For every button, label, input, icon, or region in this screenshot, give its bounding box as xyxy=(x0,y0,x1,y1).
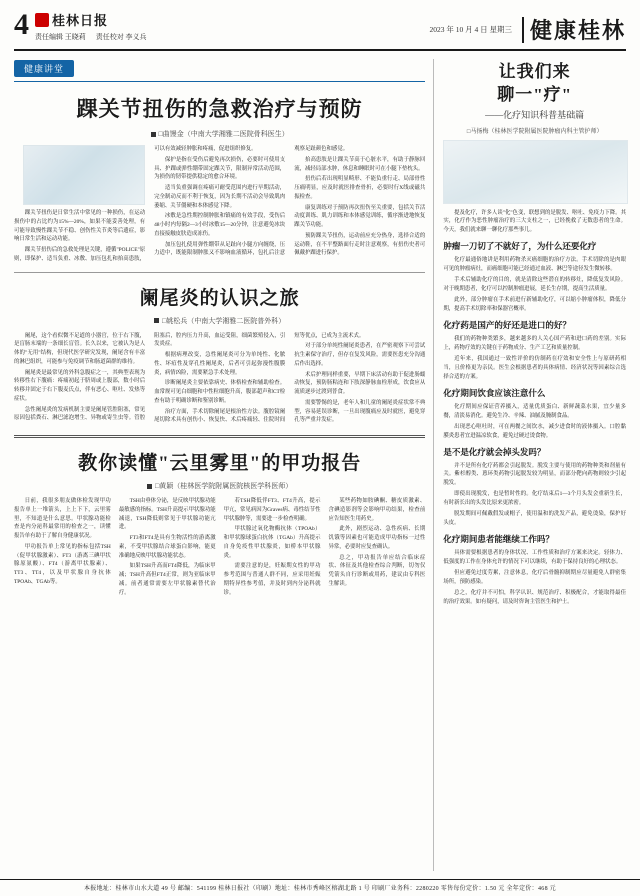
paragraph: 阑尾，这个看似微不足道的小器官，位于右下腹，是盲肠末端的一条细长盲管。长久以来，它被认为是人体的"无用"结构，但现代医学研究发现，阑尾含有丰富的淋巴组织，可能参与免疫调节和肠道菌群的维持。 xyxy=(14,332,146,365)
paragraph: 踝关节扭伤后的急救处理是关键，遵循"POLICE"原则，即保护、适当负重、冰敷、加压包扎和抬高患肢，可以有效减轻肿胀和疼痛，促进组织修复。 xyxy=(14,146,257,262)
page-folio: 4 xyxy=(14,8,29,41)
paragraph: 日前，我很多朋友做体检发现甲功报告单上一堆箭头，上上下下，云里雾里，不知道是什么意思。甲状腺功能检查是内分泌科最常用的检查之一，读懂报告单有助于了解自身健康状况。 xyxy=(14,498,111,539)
article-divider xyxy=(14,272,425,273)
feature-subhead: 化疗期间饮食应该注意什么 xyxy=(443,387,546,398)
logo-mark-icon xyxy=(35,13,49,27)
paragraph: 并不是所有化疗药都会引起脱发。脱发主要与使用的药物种类和剂量有关。紫杉醇类、蒽环类药物引起脱发较为明显，而部分靶向药物则较少引起脱发。 xyxy=(443,462,626,487)
column-tag-wrap xyxy=(14,59,425,79)
paragraph: 近年来，我国通过一致性评价的仿制药在疗效和安全性上与原研药相当，且价格更为亲民。医生会根据患者的具体病情、经济状况等因素综合选择合适的方案。 xyxy=(443,355,626,380)
paragraph: 甲功报告单上常见的指标包括TSH（促甲状腺激素）、FT3（游离三碘甲状腺原氨酸）、FT4（游离甲状腺素）、TT3、TT4，以及甲状腺自身抗体TPOAb、TGAb等。 xyxy=(14,543,111,585)
paragraph: 加压包扎使用弹性绷带从足趾向小腿方向缠绕，压力适中，既能限制肿胀又不影响血液循环，包扎后注意观察足趾颜色和感觉。 xyxy=(154,146,349,257)
paragraph: 适当负重强调在疼痛可耐受范围内进行早期活动，完全制动反而不利于恢复，因为长期不活动会导致肌肉萎缩、关节僵硬和本体感觉下降。 xyxy=(154,185,286,209)
feature-subhead: 化疗药是国产的好还是进口的好？ xyxy=(443,320,571,331)
publication-date: 2023 年 10 月 4 日 星期三 xyxy=(429,25,512,34)
paragraph: 此外，剧烈运动、急性疾病、长期饥饿等因素也可能造成甲功指标一过性异常，必要时应复查确认。 xyxy=(328,526,426,550)
paragraph: 即使出现脱发，也是暂时性的。化疗结束后1—3个月头发会重新生长，有时新长出的头发比原来更浓密。 xyxy=(443,491,626,507)
paragraph: 如果TSH升高而FT4降低，为临床甲减；TSH升高但FT4正常，则为亚临床甲减。前者通常需要左甲状腺素替代治疗。 xyxy=(118,563,216,596)
paragraph: 扭伤后若出现明显畸形、不能负重行走、局部骨性压痛明显，应及时就医排查骨折，必要时行X线或磁共振检查。 xyxy=(294,176,426,200)
article1-photo xyxy=(23,145,145,205)
paragraph: 预防踝关节扭伤，运动前应充分热身，选择合适的运动鞋，在不平整路面行走时注意观察，有扭伤史者可佩戴护踝进行保护。 xyxy=(294,232,426,257)
paragraph: 甲状腺过氧化物酶抗体（TPOAb）和甲状腺球蛋白抗体（TGAb）升高提示自身免疫性甲状腺炎，如桥本甲状腺炎。 xyxy=(223,526,321,559)
paragraph: 出现恶心呕吐时，可在两餐之间饮水，减少进食时的液体摄入。口腔黏膜炎患者宜进温凉软食，避免过硬过烫食物。 xyxy=(443,423,626,439)
editor-credits xyxy=(35,32,147,42)
paragraph: 但应避免过度劳累，注意休息，化疗后骨髓抑制期应尽量避免人群密集场所，预防感染。 xyxy=(443,570,626,586)
paragraph: 手术后辅助化疗的目的，就是清除这些潜在的转移灶，降低复发风险。对于晚期患者，化疗可以控制肿瘤进展，延长生存期，提高生活质量。 xyxy=(443,277,626,293)
paragraph: 冰敷是急性期控制肿胀和镇痛的有效手段，受伤后48小时内每隔2—3小时冰敷15—20分钟，注意避免冰块直接接触皮肤造成冻伤。 xyxy=(154,213,286,237)
paragraph: 术后护理同样重要，早期下床活动有助于促进肠蠕动恢复，预防肠粘连和下肢深静脉血栓形成，饮食应从流质逐步过渡到普食。 xyxy=(294,371,426,395)
paragraph: 对于部分单纯性阑尾炎患者，在严密观察下可尝试抗生素保守治疗，但存在复发风险，需要医患充分沟通后作出选择。 xyxy=(294,343,426,367)
paragraph: FT3和FT4是具有生物活性的游离激素，不受甲状腺结合球蛋白影响，能更准确地反映甲状腺功能状态。 xyxy=(118,535,216,559)
masthead-right xyxy=(522,10,626,45)
article3-byline xyxy=(14,481,425,491)
paragraph: 踝关节扭伤是日常生活中常见的一种损伤，在运动损伤中的占比约为15%—20%，如果不能妥善处理，有可能导致慢性踝关节不稳、创伤性关节炎等后遗症，影响日常生活和运动功能。 xyxy=(14,210,146,243)
byline-marker-icon xyxy=(151,132,156,137)
paragraph: 此外，部分肿瘤在手术前进行新辅助化疗，可以缩小肿瘤体积，降低分期，提高手术切除率和保器官概率。 xyxy=(443,297,626,313)
paragraph: 需要警惕的是，老年人和儿童的阑尾炎症状常不典型，容易延误诊断，一旦出现腹痛应及时就医，避免穿孔等严重并发症。 xyxy=(294,399,426,424)
article1-byline xyxy=(14,129,425,139)
article2-title: 阑尾炎的认识之旅 xyxy=(139,287,300,309)
paragraph: 化疗最通俗地讲是利用药物杀灭癌细胞的治疗方法。手术切除的是肉眼可见的肿瘤病灶，而癌细胞可能已经通过血液、淋巴等途径发生微转移。 xyxy=(443,257,626,273)
paragraph: 脱发期间可佩戴假发或帽子，使用温和的洗发产品，避免烫染，保护好头皮。 xyxy=(443,511,626,527)
paragraph: 总之，甲功报告单应结合临床症状、体征及其他检查综合判断，切勿仅凭箭头自行诊断或用药，建议由专科医生解读。 xyxy=(328,554,426,587)
article-divider-double xyxy=(14,435,425,438)
article3-title: 教你读懂"云里雾里"的甲功报告 xyxy=(78,453,362,474)
paragraph: 抬高患肢是让踝关节高于心脏水平，有助于静脉回流，减轻局部水肿，休息和睡眠时可在小腿下垫枕头。 xyxy=(294,156,426,172)
feature-byline: □马扬梅（桂林医学院附属医院肿瘤内科主管护师） xyxy=(466,128,603,135)
masthead-left xyxy=(35,10,147,42)
paragraph: 治疗方面，手术切除阑尾是根治性方法。腹腔镜阑尾切除术具有创伤小、恢复快、术后疼痛轻、住院时间短等优点，已成为主流术式。 xyxy=(154,332,365,424)
feature-photo xyxy=(443,140,628,204)
page-content xyxy=(14,59,626,871)
paragraph: 提及化疗，许多人谈"化"色变，联想到的是脱发、呕吐、免疫力下降。其实，化疗作为恶性肿瘤治疗的三大支柱之一，已经挽救了无数患者的生命。今天，我们就来聊一聊化疗那些事儿。 xyxy=(443,209,626,234)
paper-name: 桂林日报 xyxy=(52,13,109,28)
feature-title-line2: 聊一"疗" xyxy=(497,85,573,105)
paragraph: TSH由垂体分泌，是反映甲状腺功能最敏感的指标。TSH升高提示甲状腺功能减退，TSH降低则常见于甲状腺功能亢进。 xyxy=(118,498,216,531)
article2-byline-text: □姚松兵（中南大学湘雅二医院普外科） xyxy=(162,316,286,325)
article2-byline xyxy=(14,316,425,326)
left-column-zone xyxy=(14,59,434,871)
byline-marker-icon xyxy=(154,318,159,323)
feature-subhead: 是不是化疗就会掉头发吗？ xyxy=(443,446,546,457)
paragraph: 诊断阑尾炎主要依靠病史、体格检查和辅助检查。血常规可见白细胞和中性粒细胞升高，腹部超声和CT检查有助于明确诊断和鉴别诊断。 xyxy=(154,380,286,404)
masthead-divider xyxy=(522,17,524,43)
responsible-proofreader: 责任校对 李义兵 xyxy=(95,33,147,41)
masthead xyxy=(14,10,626,51)
paragraph: 化疗期间应保证营养摄入，适量优质蛋白、新鲜蔬菜水果，宜少量多餐，清淡易消化。避免生冷、辛辣、油腻及腌制食品。 xyxy=(443,403,626,419)
byline-marker-icon xyxy=(147,484,152,489)
paragraph: 我们的药物种类繁多，越来越多的人关心国产药和进口药的差别。实际上，药物疗效的关键在于药物成分、生产工艺和质量控制。 xyxy=(443,336,626,351)
paragraph: 若TSH降低伴FT3、FT4升高，提示甲亢，常见病因为Graves病、毒性结节性甲状腺肿等，需要进一步检查明确。 xyxy=(223,498,321,522)
column-tag: 健康讲堂 xyxy=(14,60,74,77)
section-title: 健康桂林 xyxy=(529,18,626,43)
paragraph: 总之，化疗并不可怕，科学认识、规范治疗、积极配合，才能取得最佳的治疗效果。如有疑问，请及时咨询主管医生和护士。 xyxy=(443,590,626,606)
feature-subhead: 化疗期间患者能继续工作吗？ xyxy=(443,534,554,545)
feature-title-line1: 让我们来 xyxy=(498,62,571,81)
paragraph: 康复训练对于预防再次扭伤至关重要，包括关节活动度训练、肌力训练和本体感觉训练，循序渐进地恢复踝关节功能。 xyxy=(294,204,426,228)
paragraph: 急性阑尾炎的发病机制主要是阑尾管腔阻塞，常见原因包括粪石、淋巴滤泡增生、异物或寄生虫等。管腔阻塞后，腔内压力升高，血运受阻，细菌繁殖侵入，引发炎症。 xyxy=(14,332,286,422)
article1-body xyxy=(14,145,425,264)
paper-logo xyxy=(35,10,147,29)
paragraph: 具体需要根据患者的身体状况、工作性质和治疗方案来决定。轻体力、低强度的工作在身体允许的情况下可以继续，有助于保持良好的心理状态。 xyxy=(443,550,626,566)
paragraph: 某些药物如胺碘酮、糖皮质激素、含碘造影剂等会影响甲功结果，检查前应告知医生用药史。 xyxy=(328,498,426,522)
paragraph: 需要注意的是，妊娠期女性的甲功参考范围与普通人群不同，应采用妊娠期特异性参考值，并及时到内分泌科就诊。 xyxy=(223,563,321,596)
paragraph: 阑尾炎是最常见的外科急腹症之一，其典型表现为转移性右下腹痛：疼痛初起于脐周或上腹部，数小时后转移并固定于右下腹麦氏点，伴有恶心、呕吐、发热等症状。 xyxy=(14,369,146,402)
right-column-zone xyxy=(434,59,626,871)
page-footer: 本报地址：桂林市山水大道 49 号 邮编：541199 桂林日报社（印刷）地址：桂林市秀峰区榕湖北路 1 号 印刷厂业务科：2280220 零售每份定价：1.50 元 全年定价：468 元 xyxy=(0,879,640,896)
article3-body xyxy=(14,497,425,597)
paragraph: 根据病理改变，急性阑尾炎可分为单纯性、化脓性、坏疽性及穿孔性阑尾炎，后者可引起弥漫性腹膜炎，病情凶险，需要紧急手术处理。 xyxy=(154,352,286,376)
paragraph: 保护是指在受伤后避免再次损伤，必要时可使用支具、护踝或弹性绷带固定踝关节，限制异常活动范围，为损伤的韧带提供稳定的愈合环境。 xyxy=(154,156,286,181)
article3-byline-text: □黄颖（桂林医学院附属医院核医学科医师） xyxy=(155,482,293,490)
feature-subtitle: ——化疗知识科普基础篇 xyxy=(485,109,585,120)
article1-title: 踝关节扭伤的急救治疗与预防 xyxy=(76,97,363,121)
responsible-editor: 责任编辑 王晓莉 xyxy=(35,33,86,41)
article1-byline-text: □曲馒金（中南大学湘雅二医院骨科医生） xyxy=(158,130,289,138)
feature-subhead: 肿瘤一刀切了不就好了，为什么还要化疗 xyxy=(443,241,597,252)
article2-body xyxy=(14,332,425,426)
